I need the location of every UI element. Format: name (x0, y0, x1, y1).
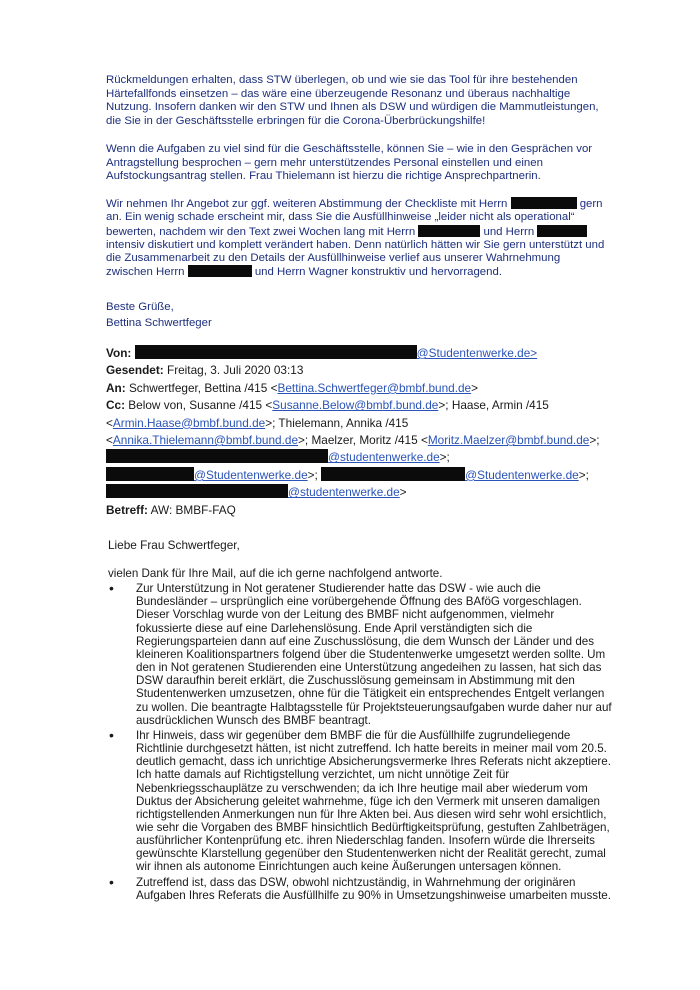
list-item: • Zutreffend ist, dass das DSW, obwohl nichtzuständig, in Wahrnehmung der originären Aufgaben Ihres Referats die Ausfüllhilfe zu 90% in Umsetzungshinweise umarbeiten musste. (109, 873, 611, 902)
cc-email-link[interactable]: Moritz.Maelzer@bmbf.bund.de (427, 433, 590, 448)
redaction-bar (188, 265, 252, 277)
redaction-bar (418, 225, 480, 237)
redaction-bar (106, 467, 194, 481)
bullet-icon: • (109, 726, 114, 743)
cc-email-link[interactable]: Annika.Thielemann@bmbf.bund.de (112, 433, 299, 448)
cc-email-link[interactable]: @studentenwerke.de (288, 485, 400, 500)
list-item: • Ihr Hinweis, dass wir gegenüber dem BMBF die für die Ausfüllhilfe zugrundeliegende Richtlinie durchgesetzt hätten, ist nicht zutreffend. Ich hatte bereits in meiner mail vom 20.5. deutlich gemacht, dass ich unrichtige Absicherungsvermerke Ihres Referats nicht akzeptiere. Ich hatte damals auf Richtigstellung verzichtet, um nicht unnötige Zeit für Nebenkriegsschauplätze zu verschwenden; da ich Ihre heutige mail aber wiederum vom Duktus der Absicherung geleitet wahrnehme, füge ich den Vermerk mit unseren damaligen richtigstellenden Anmerkungen nun für Ihre Akten bei. Aus diesen wird sehr wohl ersichtlich, wie sehr die Vorgaben des BMBF hinsichtlich Bedürftigkeitsprüfung, gestuften Zahlbeträgen, ausführlicher Kontenprüfung etc. ihren Niederschlag fanden. Insofern würde die Ihrerseits gewünschte Klarstellung gegenüber den Studentenwerken nicht der Realität gerecht, zumal wir ihnen als autonome Einrichtungen auch keine Äußerungen untersagen können. (109, 726, 611, 874)
paragraph-feedback: Rückmeldungen erhalten, dass STW überlegen, ob und wie sie das Tool für ihre bestehenden Härtefallfonds einsetzen – das wäre eine überzeugende Resonanz und überaus nachhaltige Nutzung. Insofern danken wir den STW und Ihnen als DSW und würdigen die Mammutleistungen, die Sie in der Geschäftsstelle erbringen für die Corona-Überbrückungshilfe! (106, 74, 599, 127)
bullet-icon: • (109, 873, 114, 890)
cc-email-link[interactable]: @studentenwerke.de (328, 450, 440, 465)
redaction-bar (537, 225, 587, 237)
signature-name: Bettina Schwertfeger (106, 317, 212, 329)
closing (106, 299, 606, 331)
email-header: Von: @Studentenwerke.de> Gesendet: Freitag, 3. Juli 2020 03:13 An: Schwertfeger, Bettina /415 <Bettina.Schwertfeger@bmbf.bund.de> Cc: Below von, Susanne /415 <Susanne.Below@bmbf.bund.de>; Haase, Armin /415 <Armin.Haase@bmbf.bund.de>; Thielemann, Annika /415 <Annika.Thielemann@bmbf.bund.de>; Maelzer, Moritz /415 <Moritz.Maelzer@bmbf.bund.de>; @studentenwerke.de>; @Studentenwerke.de>; @Studentenwerke.de>; @studentenwerke.de> Betreff: AW: BMBF-FAQ (106, 345, 626, 519)
cc-email-link[interactable]: Armin.Haase@bmbf.bund.de (112, 415, 266, 430)
bullet-icon: • (109, 580, 114, 597)
from-email-link[interactable]: @Studentenwerke.de> (416, 346, 538, 360)
to-line: An: Schwertfeger, Bettina /415 <Bettina.Schwertfeger@bmbf.bund.de> (106, 380, 479, 395)
subject-line: Betreff: AW: BMBF-FAQ (106, 502, 236, 517)
closing-greeting: Beste Grüße, (106, 301, 174, 313)
cc-email-link[interactable]: @Studentenwerke.de (465, 467, 579, 482)
sent-line: Gesendet: Freitag, 3. Juli 2020 03:13 (106, 363, 304, 378)
cc-email-link[interactable]: @Studentenwerke.de (194, 467, 308, 482)
paragraph-checklist: Wir nehmen Ihr Angebot zur ggf. weiteren Abstimmung der Checkliste mit Herrn gern an. Ein wenig schade erscheint mir, dass Sie die Ausfüllhinweise „leider nicht als operational“ bewerten, nachdem wir den Text zwei Wochen lang mit Herrn und Herrn intensiv diskutiert und komplett verändert haben. Denn natürlich hätten wir Sie gern unterstützt und die Zusammenarbeit zu den Details der Ausfüllhinweise verlief aus unserer Wahrnehmung zwischen Herrn und Herrn Wagner konstruktiv und hervorragend. (106, 198, 605, 279)
list-item: • Zur Unterstützung in Not geratener Studierender hatte das DSW - wie auch die Bundesländer – ursprünglich eine vorübergehende Öffnung des BAföG vorgeschlagen. Dieser Vorschlag wurde von der Leitung des BMBF nicht aufgenommen, vielmehr fokussierte diese auf eine Darlehenslösung. Ende April verständigten sich die Regierungsparteien dann auf eine Zuschusslösung, die dem Wunsch der Länder und des kleineren Koalitionspartners folgend über die Studentenwerke umgesetzt werden sollte. Um den in Not geratenen Studierenden eine Unterstützung angedeihen zu lassen, hat sich das DSW daraufhin bereit erklärt, die Zuschusslösung gemeinsam in Abstimmung mit den Studentenwerken umzusetzen, ohne für die Tätigkeit ein entsprechendes Entgelt verlangen zu wollen. Die beantragte Halbtagsstelle für Projektsteuerungsaufgaben wurde daher nur auf ausdrücklichen Wunsch des BMBF beantragt. (109, 580, 612, 727)
redaction-bar (106, 484, 288, 498)
cc-line: Cc: Below von, Susanne /415 <Susanne.Below@bmbf.bund.de>; Haase, Armin /415 (106, 398, 549, 413)
paragraph-staffing: Wenn die Aufgaben zu viel sind für die Geschäftsstelle, können Sie – wie in den Gesprächen vor Antragstellung besprochen – gern mehr unterstützendes Personal einstellen und einen Aufstockungsantrag stellen. Frau Thielemann ist hierzu die richtige Ansprechpartnerin. (106, 143, 593, 183)
reply-body (108, 567, 613, 902)
reply-intro: vielen Dank für Ihre Mail, auf die ich gerne nachfolgend antworte. (108, 567, 443, 580)
reply-salutation: Liebe Frau Schwertfeger, (108, 538, 240, 552)
to-email-link[interactable]: Bettina.Schwertfeger@bmbf.bund.de (277, 380, 472, 395)
redaction-bar (106, 449, 328, 463)
redaction-bar (511, 197, 577, 209)
redaction-bar (135, 345, 417, 359)
cc-email-link[interactable]: Susanne.Below@bmbf.bund.de (272, 398, 439, 413)
from-line: Von: @Studentenwerke.de> (106, 346, 538, 360)
redaction-bar (321, 467, 465, 481)
